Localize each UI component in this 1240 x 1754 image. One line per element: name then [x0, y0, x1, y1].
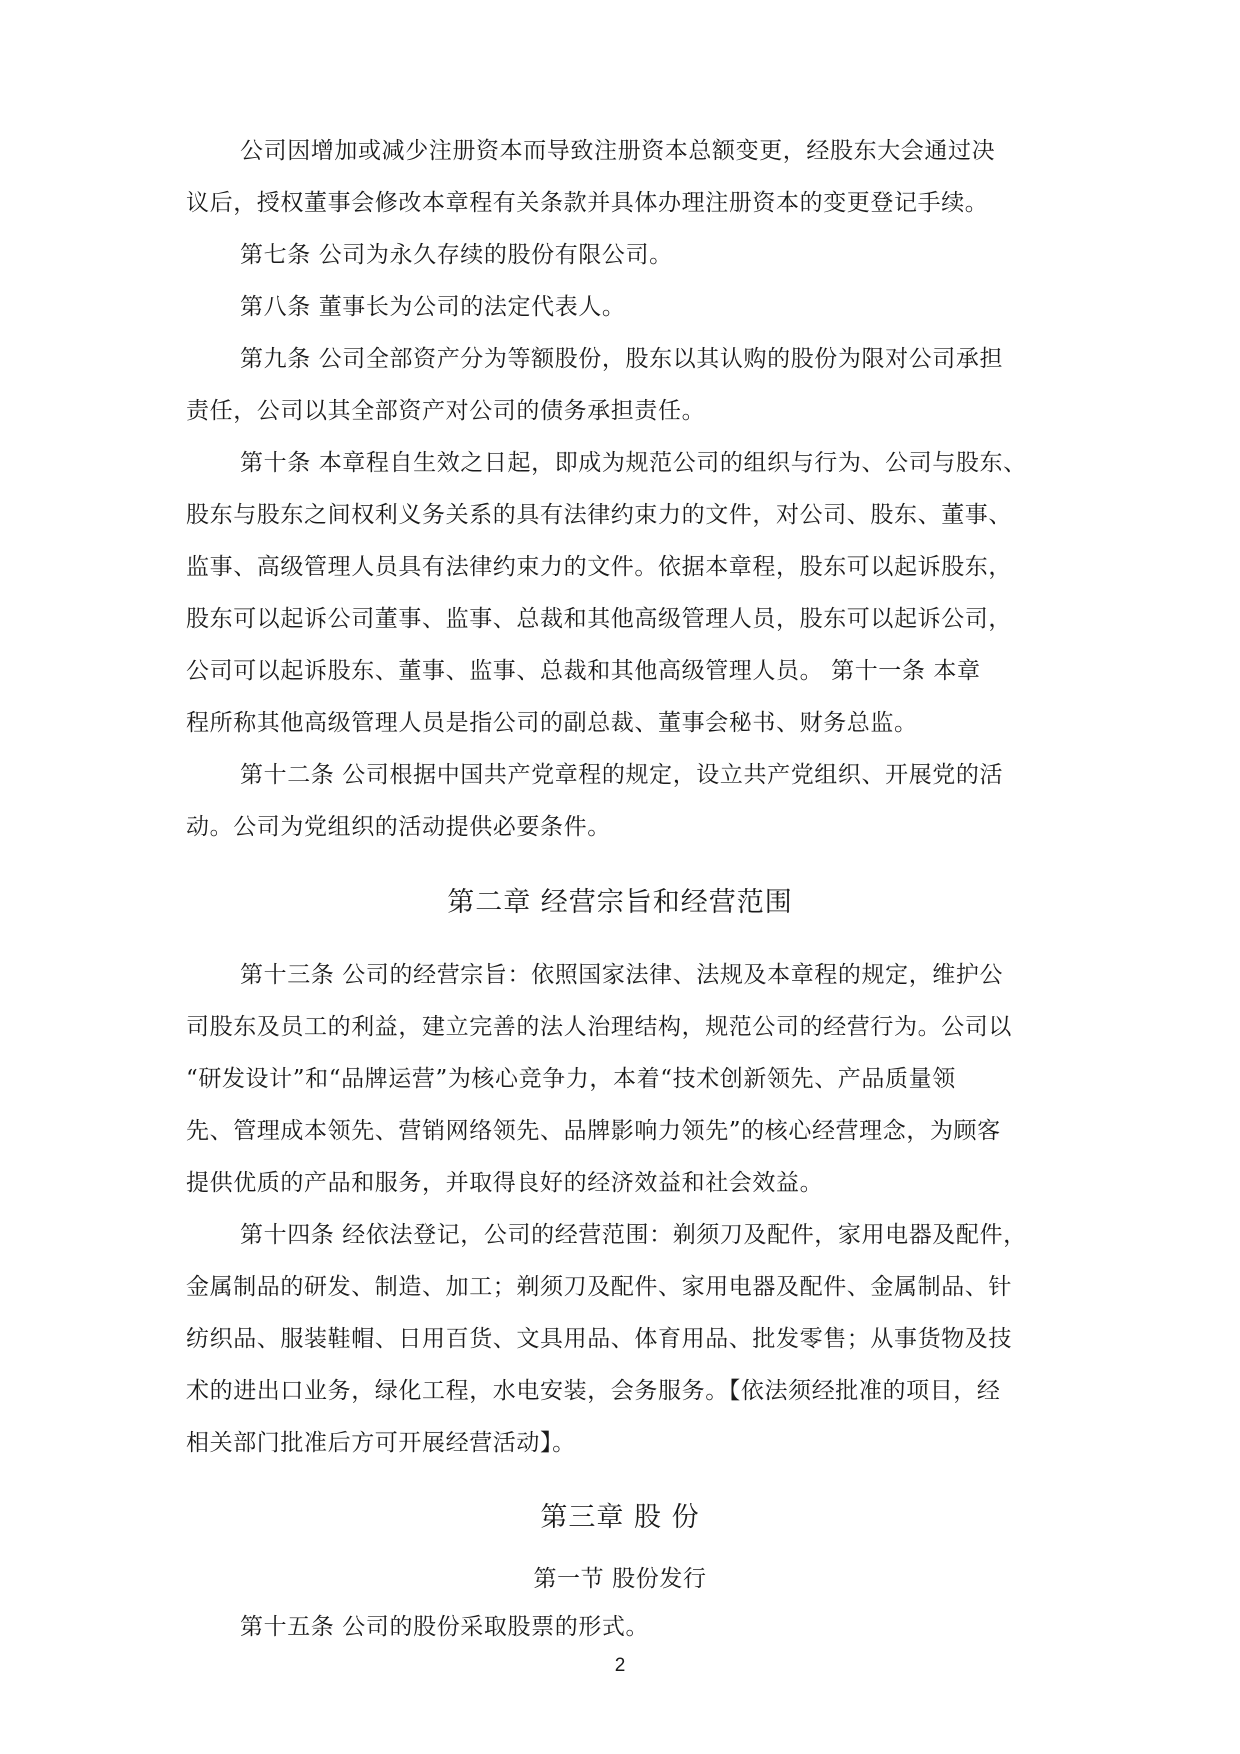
paragraph-line: 先、管理成本领先、营销网络领先、品牌影响力领先”的核心经营理念，为顾客 — [186, 1118, 1001, 1144]
paragraph-line: 公司可以起诉股东、董事、监事、总裁和其他高级管理人员。 第十一条 本章 — [186, 658, 981, 684]
paragraph-line: 监事、高级管理人员具有法律约束力的文件。依据本章程，股东可以起诉股东， — [186, 554, 1012, 580]
paragraph-line: 程所称其他高级管理人员是指公司的副总裁、董事会秘书、财务总监。 — [186, 710, 918, 736]
paragraph-line: 术的进出口业务，绿化工程，水电安装，会务服务。【依法须经批准的项目，经 — [186, 1378, 1001, 1404]
paragraph-line: 责任，公司以其全部资产对公司的债务承担责任。 — [186, 398, 706, 424]
article-7: 第七条 公司为永久存续的股份有限公司。 — [240, 242, 673, 268]
section-1-heading: 第一节 股份发行 — [533, 1566, 707, 1592]
paragraph-line: 议后，授权董事会修改本章程有关条款并具体办理注册资本的变更登记手续。 — [186, 190, 989, 216]
paragraph-line: 动。公司为党组织的活动提供必要条件。 — [186, 814, 611, 840]
page-number: 2 — [614, 1655, 626, 1676]
paragraph-line: 金属制品的研发、制造、加工；剃须刀及配件、家用电器及配件、金属制品、针 — [186, 1274, 1012, 1300]
chapter-3-heading: 第三章 股 份 — [540, 1502, 700, 1533]
chapter-2-heading: 第二章 经营宗旨和经营范围 — [447, 887, 793, 918]
paragraph-line: 股东可以起诉公司董事、监事、总裁和其他高级管理人员，股东可以起诉公司， — [186, 606, 1012, 632]
paragraph-line: 提供优质的产品和服务，并取得良好的经济效益和社会效益。 — [186, 1170, 824, 1196]
article-14: 第十四条 经依法登记，公司的经营范围：剃须刀及配件，家用电器及配件， — [240, 1222, 1027, 1248]
article-8: 第八条 董事长为公司的法定代表人。 — [240, 294, 626, 320]
paragraph-line: “研发设计”和“品牌运营”为核心竞争力，本着“技术创新领先、产品质量领 — [186, 1066, 956, 1092]
article-10: 第十条 本章程自生效之日起，即成为规范公司的组织与行为、公司与股东、 — [240, 450, 1027, 476]
article-9: 第九条 公司全部资产分为等额股份，股东以其认购的股份为限对公司承担 — [240, 346, 1004, 372]
paragraph-line: 相关部门批准后方可开展经营活动】。 — [186, 1430, 576, 1456]
paragraph-line: 司股东及员工的利益，建立完善的法人治理结构，规范公司的经营行为。公司以 — [186, 1014, 1012, 1040]
article-15: 第十五条 公司的股份采取股票的形式。 — [240, 1614, 650, 1640]
article-13: 第十三条 公司的经营宗旨：依照国家法律、法规及本章程的规定，维护公 — [240, 962, 1004, 988]
paragraph-line: 股东与股东之间权利义务关系的具有法律约束力的文件，对公司、股东、董事、 — [186, 502, 1012, 528]
paragraph-line: 公司因增加或减少注册资本而导致注册资本总额变更，经股东大会通过决 — [240, 138, 996, 164]
paragraph-line: 纺织品、服装鞋帽、日用百货、文具用品、体育用品、批发零售；从事货物及技 — [186, 1326, 1012, 1352]
article-12: 第十二条 公司根据中国共产党章程的规定，设立共产党组织、开展党的活 — [240, 762, 1004, 788]
